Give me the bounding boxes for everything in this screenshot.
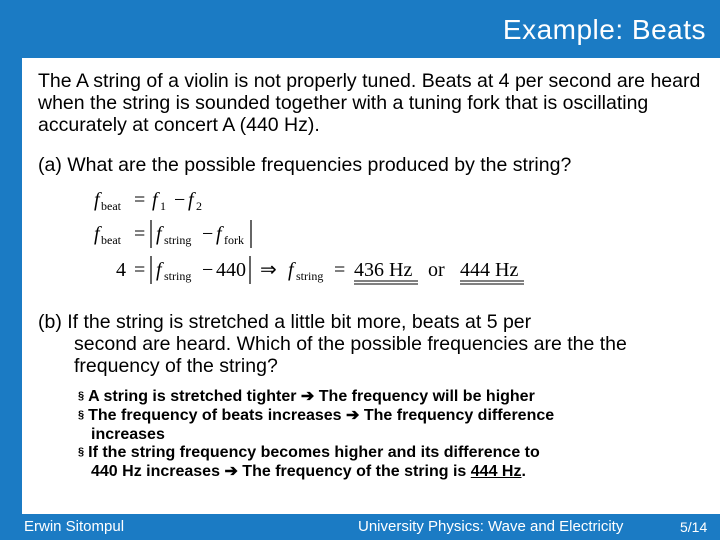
eq1-sub-1: 1 [160,199,166,213]
result-or: or [428,259,445,281]
bullet-list [78,388,708,481]
bullet-3-c: 440 Hz increases [91,463,220,480]
eq3-f-string-result: f [288,259,294,281]
eq3-sub-string-result: string [296,269,324,283]
problem-statement: The A string of a violin is not properly tuned. Beats at 4 per second are heard when the string is sounded together with a tuning fork that is oscillating accurately at concert A (440 Hz). [38,70,701,136]
eq1-sub-2: 2 [196,199,202,213]
eq2-equals: = [134,223,146,245]
answer-444: 444 Hz [470,463,522,480]
question-a: (a) What are the possible frequencies produced by the string? [38,154,572,176]
eq2-f-fork: f [216,223,222,245]
arrow-icon: ➔ [300,388,315,405]
result-436: 436 Hz [354,259,413,281]
bullet-3-cont [78,463,708,481]
eq3-f-string: f [156,259,162,281]
bullet-2-b: The frequency difference [363,407,555,424]
implies-arrow: ⇒ [260,259,277,281]
bullet-2-c: increases [91,426,165,443]
bullet-item-3 [78,444,708,481]
eq1-f2: f [188,189,194,211]
eq3-440: 440 [216,259,246,281]
bullet-1-a: A string is stretched tighter [88,388,297,405]
eq3-equals-result: = [334,259,346,281]
result-444: 444 Hz [460,259,519,281]
bullet-1-b: The frequency will be higher [318,388,535,405]
arrow-icon: ➔ [224,463,238,480]
eq1-f-beat: f [94,189,100,211]
eq3-sub-string: string [164,269,192,283]
bullet-2-a: The frequency of beats increases [88,407,342,424]
eq2-sub-fork: fork [224,233,244,247]
left-accent-bar [0,0,22,540]
bullet-marker: § [78,390,85,402]
footer-author: Erwin Sitompul [24,518,125,535]
eq3-minus: − [202,259,214,281]
eq2-f-string: f [156,223,162,245]
bullet-3-a: If the string frequency becomes higher and its difference to [88,444,540,461]
question-b-rest: second are heard. Which of the possible frequencies are the the frequency of the string? [74,333,627,377]
eq2-minus: − [202,223,214,245]
eq1-minus: − [174,189,186,211]
eq1-equals: = [134,189,146,211]
eq2-sub-beat: beat [101,233,121,247]
page-number: 5/14 [680,519,708,535]
question-b [38,311,713,377]
eq2-sub-string: string [164,233,192,247]
question-b-line1: (b) If the string is stretched a little bit more, beats at 5 per [38,311,532,333]
bullet-marker: § [78,446,85,458]
bullet-marker: § [78,409,85,421]
eq3-equals: = [134,259,146,281]
arrow-icon: ➔ [346,407,360,424]
bullet-item-1 [78,388,708,407]
bullet-3-b: The frequency of the string is [242,463,471,480]
eq1-sub-beat: beat [101,199,121,213]
slide-title: Example: Beats [502,14,706,45]
equation-block [88,188,548,298]
footer-course: University Physics: Wave and Electricity [358,518,624,535]
eq1-f1: f [152,189,158,211]
eq2-f-beat: f [94,223,100,245]
bullet-item-2 [78,407,708,444]
eq3-four: 4 [116,259,126,281]
bullet-3-end: . [521,463,526,480]
